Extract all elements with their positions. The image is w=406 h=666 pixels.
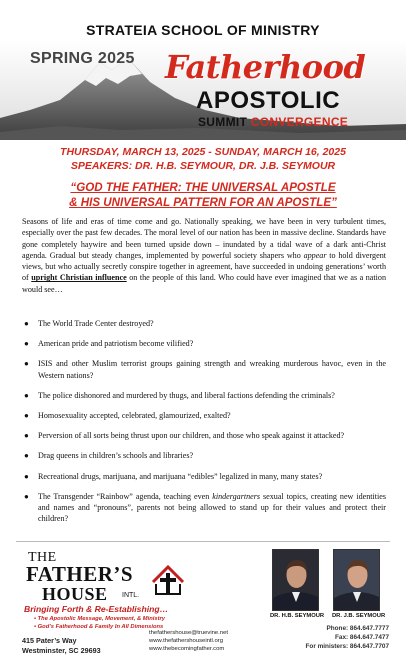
intro-part-3: on the people of this land. Who could have ever imagined that we as a nation would see… bbox=[22, 273, 386, 294]
summit-word: SUMMIT bbox=[198, 115, 248, 129]
logo-house: HOUSE bbox=[42, 584, 108, 604]
intro-part-1: Seasons of life and eras of time come and go. Nationally speaking, we have been in very turbulent times, especially over the past few decades. The moral level of our nation has been in massive decline. Standards have gone completely haywire and been turned upside down – inundated by a tidal wave of a dark anti-Christ agenda. Gradual but steady changes, implemented by powerful society shapers who bbox=[22, 217, 386, 260]
convergence-word: CONVERGENCE bbox=[250, 115, 349, 129]
bullet-icon: ● bbox=[24, 339, 29, 349]
fax-number: Fax: 864.647.7477 bbox=[334, 634, 389, 641]
speaker-caption-jb: DR. J.B. SEYMOUR bbox=[332, 613, 386, 619]
bullet-icon: ● bbox=[24, 359, 29, 369]
web-links bbox=[149, 629, 228, 654]
speaker-photo-jb bbox=[333, 549, 380, 611]
portrait-icon bbox=[334, 550, 380, 611]
bullet-icon: ● bbox=[24, 319, 29, 328]
bullet-icon: ● bbox=[24, 451, 29, 461]
fatherhood-title: Fatherhood bbox=[165, 48, 366, 86]
logo-tagline: Bringing Forth & Re-Establishing… bbox=[24, 604, 169, 614]
list-item: ● Drag queens in children’s schools and libraries? bbox=[24, 451, 194, 461]
ministers-number: For ministers: 864.647.7707 bbox=[305, 643, 389, 650]
intro-strong: upright Christian influence bbox=[31, 273, 127, 283]
mailing-address bbox=[22, 636, 101, 656]
speaker-photo-hb bbox=[272, 549, 319, 611]
address-line-2: Westminster, SC 29693 bbox=[22, 646, 101, 655]
website-link-1[interactable]: www.thefathershouseintl.org bbox=[149, 638, 224, 645]
logo-intl: INTL. bbox=[122, 592, 140, 599]
phone-number: Phone: 864.647.7777 bbox=[326, 625, 389, 632]
tagline-point-1: • The Apostolic Message, Movement, & Ministry bbox=[34, 616, 165, 622]
house-cross-icon bbox=[150, 562, 186, 598]
apostolic-title: APOSTOLIC bbox=[196, 87, 341, 114]
list-item: ● The police dishonored and murdered by thugs, and liberal factions defending the criminals? bbox=[24, 390, 335, 400]
email-link[interactable]: thefathershouse@truevine.net bbox=[149, 630, 229, 636]
event-speakers: SPEAKERS: DR. H.B. SEYMOUR, DR. J.B. SEYMOUR bbox=[70, 160, 336, 172]
list-item: ● The World Trade Center destroyed? bbox=[24, 319, 154, 328]
list-item: ● The Transgender “Rainbow” agenda, teaching even kindergartners sexual topics, creating new identities and names and “pronouns”, parents not being allowed to stand up for their values and protect their children? bbox=[24, 491, 386, 524]
intro-emphasis: appear bbox=[303, 250, 327, 260]
bullet-icon: ● bbox=[24, 471, 29, 481]
speaker-caption-hb: DR. H.B. SEYMOUR bbox=[270, 613, 325, 619]
school-name: STRATEIA SCHOOL OF MINISTRY bbox=[86, 22, 320, 38]
bullet-icon: ● bbox=[24, 491, 29, 501]
theme-title bbox=[0, 180, 406, 210]
event-dates: THURSDAY, MARCH 13, 2025 - SUNDAY, MARCH 16, 2025 bbox=[60, 146, 346, 158]
bullet-icon: ● bbox=[24, 431, 29, 441]
intro-paragraph bbox=[22, 216, 386, 295]
portrait-icon bbox=[273, 550, 319, 611]
theme-line-2: & HIS UNIVERSAL PATTERN FOR AN APOSTLE” bbox=[69, 196, 337, 209]
address-line-1: 415 Pater’s Way bbox=[22, 636, 77, 645]
season-label: SPRING 2025 bbox=[30, 50, 135, 67]
intro-part-2: to hold divergent views, but who actually secretly conspire together in agreement, have succeeded in undoing generations’ worth of bbox=[22, 250, 386, 283]
list-item: ● American pride and patriotism become vilified? bbox=[24, 339, 194, 349]
summit-convergence bbox=[198, 115, 348, 129]
tagline-point-2: • God’s Fatherhood & Family In All Dimensions bbox=[34, 624, 164, 630]
footer-divider bbox=[16, 541, 390, 542]
bullet-icon: ● bbox=[24, 390, 29, 400]
logo-fathers: FATHER’S bbox=[26, 562, 134, 586]
contact-numbers bbox=[306, 624, 389, 651]
website-link-2[interactable]: www.thebecomingfather.com bbox=[149, 646, 225, 653]
list-item: ● Perversion of all sorts being thrust upon our children, and those who speak against it attacked? bbox=[24, 431, 345, 441]
theme-line-1: “GOD THE FATHER: THE UNIVERSAL APOSTLE bbox=[70, 181, 336, 194]
bullet-icon: ● bbox=[24, 411, 29, 421]
list-item: ● Homosexuality accepted, celebrated, glamourized, exalted? bbox=[24, 411, 231, 421]
bullet-list bbox=[22, 318, 386, 533]
fathers-house-logo bbox=[22, 548, 222, 638]
list-item: ● Recreational drugs, marijuana, and marijuana “edibles” legalized in many, many states? bbox=[24, 471, 323, 481]
header-banner bbox=[0, 0, 406, 140]
list-item: ● ISIS and other Muslim terrorist groups gaining strength and wreaking murderous havoc, even in the Western nations? bbox=[24, 359, 386, 380]
logo-the: THE bbox=[28, 550, 57, 565]
